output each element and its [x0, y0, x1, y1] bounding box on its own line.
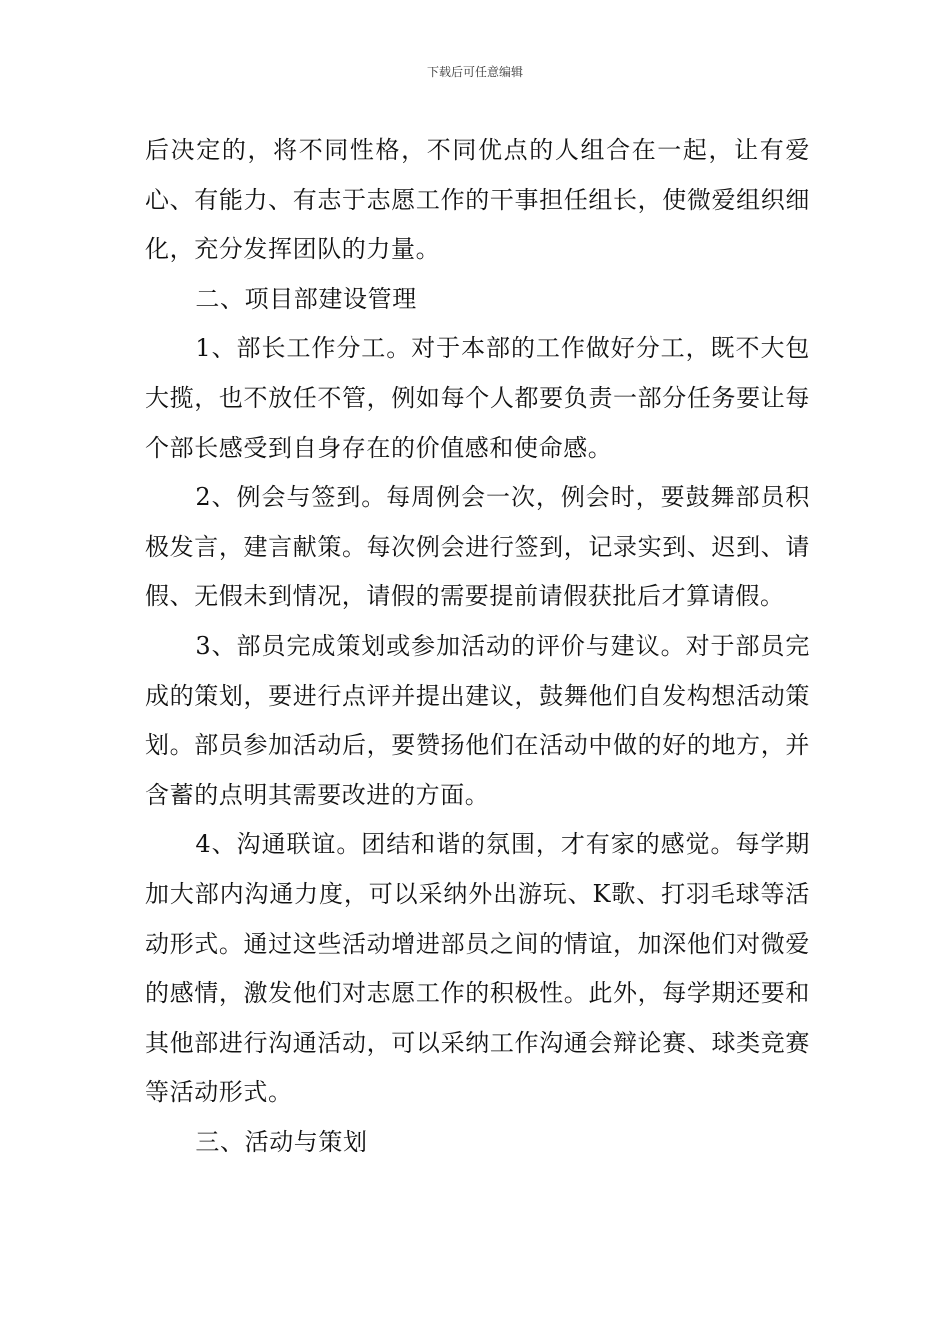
document-body: [145, 126, 810, 1167]
paragraph-item-4: 4、沟通联谊。团结和谐的氛围，才有家的感觉。每学期加大部内沟通力度，可以采纳外出游玩、K歌、打羽毛球等活动形式。通过这些活动增进部员之间的情谊，加深他们对微爱的感情，激发他们对志愿工作的积极性。此外，每学期还要和其他部进行沟通活动，可以采纳工作沟通会辩论赛、球类竞赛等活动形式。: [145, 830, 810, 1107]
paragraph-item-1: 1、部长工作分工。对于本部的工作做好分工，既不大包大揽，也不放任不管，例如每个人都要负责一部分任务要让每个部长感受到自身存在的价值感和使命感。: [145, 334, 810, 462]
paragraph-item-3: 3、部员完成策划或参加活动的评价与建议。对于部员完成的策划，要进行点评并提出建议，鼓舞他们自发构想活动策划。部员参加活动后，要赞扬他们在活动中做的好的地方，并含蓄的点明其需要改进的方面。: [145, 631, 810, 809]
page-header-note: 下载后可任意编辑: [426, 65, 523, 79]
section-heading-project-management: 二、项目部建设管理: [195, 284, 417, 313]
paragraph-continuation: 后决定的，将不同性格，不同优点的人组合在一起，让有爱心、有能力、有志于志愿工作的干事担任组长，使微爱组织细化，充分发挥团队的力量。: [145, 136, 810, 264]
paragraph-item-2: 2、例会与签到。每周例会一次，例会时，要鼓舞部员积极发言，建言献策。每次例会进行签到，记录实到、迟到、请假、无假未到情况，请假的需要提前请假获批后才算请假。: [145, 483, 810, 611]
section-heading-activities: 三、活动与策划: [195, 1127, 368, 1156]
